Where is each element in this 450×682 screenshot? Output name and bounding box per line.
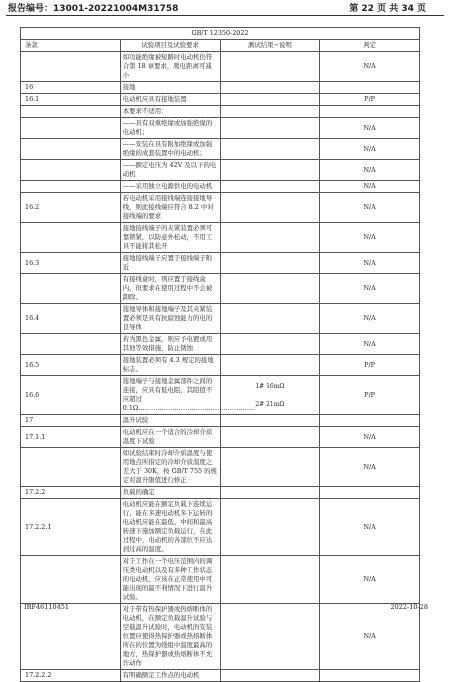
table-row bbox=[21, 334, 420, 355]
verdict-cell: P/P bbox=[320, 355, 420, 376]
table-row bbox=[21, 223, 420, 253]
footer-date: 2022-10-28 bbox=[390, 603, 428, 611]
table-row bbox=[21, 487, 420, 499]
verdict-cell: N/A bbox=[320, 139, 420, 160]
result-cell bbox=[220, 139, 320, 160]
result-cell bbox=[220, 499, 320, 556]
verdict-cell: N/A bbox=[320, 118, 420, 139]
clause-cell bbox=[21, 448, 121, 487]
clause-cell: 17.2.2.1 bbox=[21, 499, 121, 556]
table-row bbox=[21, 181, 420, 193]
table-row bbox=[21, 670, 420, 682]
verdict-cell: N/A bbox=[320, 448, 420, 487]
page-header bbox=[0, 0, 450, 14]
table-row bbox=[21, 139, 420, 160]
result-cell bbox=[220, 253, 320, 274]
result-cell bbox=[220, 223, 320, 253]
clause-cell bbox=[21, 118, 121, 139]
column-header-verdict: 判定 bbox=[320, 40, 420, 52]
result-cell bbox=[220, 193, 320, 223]
result-cell: 1# 16mΩ 2# 21mΩ bbox=[220, 376, 320, 415]
item-cell: ——具有双重绝缘或加强绝缘的电动机； bbox=[120, 118, 220, 139]
item-cell: 对于带有热保护器或热熔断体的电动机，在额定负载温升试验与空载温升试验时，电动机的安装位置应使得热保护器或热熔断体所在的位置为绕组中温度最高的地方，热保护器或热熔断体不允许动作 bbox=[120, 604, 220, 670]
result-cell bbox=[220, 604, 320, 670]
verdict-cell: N/A bbox=[320, 223, 420, 253]
verdict-cell: N/A bbox=[320, 427, 420, 448]
result-cell bbox=[220, 181, 320, 193]
clause-cell bbox=[21, 223, 121, 253]
clause-cell: 16.3 bbox=[21, 253, 121, 274]
item-cell: ——采用独立电源供电的电动机 bbox=[120, 181, 220, 193]
verdict-cell bbox=[320, 670, 420, 682]
clause-cell bbox=[21, 334, 121, 355]
table-row bbox=[21, 556, 420, 604]
column-header-result: 测试结果−说明 bbox=[220, 40, 320, 52]
clause-cell bbox=[21, 181, 121, 193]
page-number: 第 22 页 共 34 页 bbox=[349, 4, 426, 14]
result-cell bbox=[220, 82, 320, 94]
result-cell bbox=[220, 94, 320, 106]
result-cell bbox=[220, 487, 320, 499]
item-cell: 有接线盒时，则应置于接线盒内，但要求在使用过程中不会被卸除。 bbox=[120, 274, 220, 304]
clause-cell bbox=[21, 52, 121, 82]
item-cell: 接地装置必须有 4.3 规定的接地标志。 bbox=[120, 355, 220, 376]
clause-cell bbox=[21, 556, 121, 604]
standard-title: GB/T 12350-2022 bbox=[21, 28, 420, 40]
clause-cell: 17.1.1 bbox=[21, 427, 121, 448]
table-row bbox=[21, 193, 420, 223]
table-row bbox=[21, 376, 420, 415]
item-cell: 本要求不适用： bbox=[120, 106, 220, 118]
verdict-cell: N/A bbox=[320, 274, 420, 304]
clause-cell bbox=[21, 604, 121, 670]
clause-cell: 16.2 bbox=[21, 193, 121, 223]
verdict-cell: N/A bbox=[320, 556, 420, 604]
table-row bbox=[21, 427, 420, 448]
item-cell: ——安装在具有附加绝缘或加强绝缘的成套装置中的电动机； bbox=[120, 139, 220, 160]
clause-cell bbox=[21, 106, 121, 118]
table-row bbox=[21, 499, 420, 556]
table-row bbox=[21, 355, 420, 376]
item-cell: ——额定电压为 42V 及以下的电动机 bbox=[120, 160, 220, 181]
item-cell: 接地接线端子的夹紧装置必须可靠锁紧，以防意外松动，不用工具不能将其松开 bbox=[120, 223, 220, 253]
result-cell bbox=[220, 52, 320, 82]
result-cell bbox=[220, 415, 320, 427]
verdict-cell: N/A bbox=[320, 181, 420, 193]
result-cell bbox=[220, 160, 320, 181]
clause-cell: 17.2.2 bbox=[21, 487, 121, 499]
table-row bbox=[21, 253, 420, 274]
table-row bbox=[21, 106, 420, 118]
result-cell bbox=[220, 274, 320, 304]
table-row bbox=[21, 118, 420, 139]
clause-cell: 16.1 bbox=[21, 94, 121, 106]
item-cell: 若为黑色金属，则应予电镀或用其他等效措施，防止锈蚀 bbox=[120, 334, 220, 355]
item-cell: 电动机应能在额定负载下连续运行，能在多速电动机多下运转的电动机应能在最低、中间和最高转速下施加额定负载运行，在此过程中，电动机的各部位不应达到过高的温度。 bbox=[120, 499, 220, 556]
header-divider bbox=[6, 15, 444, 16]
item-cell: 负载的确定 bbox=[120, 487, 220, 499]
table-row bbox=[21, 304, 420, 334]
table-row bbox=[21, 604, 420, 670]
verdict-cell: N/A bbox=[320, 604, 420, 670]
test-report-table bbox=[20, 27, 420, 682]
verdict-cell bbox=[320, 487, 420, 499]
clause-cell bbox=[21, 274, 121, 304]
clause-cell: 16.4 bbox=[21, 304, 121, 334]
item-cell: 接地端子与接地金属部件之间的连接，应具有低电阻，其阻值不应超过 0.1Ω………………………………………………： bbox=[120, 376, 220, 415]
verdict-cell bbox=[320, 415, 420, 427]
result-cell bbox=[220, 106, 320, 118]
verdict-cell: N/A bbox=[320, 253, 420, 274]
column-header-clause: 条款 bbox=[21, 40, 121, 52]
item-cell: 温升试验 bbox=[120, 415, 220, 427]
clause-cell: 16.5 bbox=[21, 355, 121, 376]
table-row bbox=[21, 52, 420, 82]
footer-code: IRF46110451 bbox=[24, 603, 70, 611]
table-row bbox=[21, 82, 420, 94]
verdict-cell: N/A bbox=[320, 304, 420, 334]
verdict-cell bbox=[320, 82, 420, 94]
verdict-cell: N/A bbox=[320, 160, 420, 181]
result-cell bbox=[220, 427, 320, 448]
clause-cell: 16 bbox=[21, 82, 121, 94]
verdict-cell: N/A bbox=[320, 193, 420, 223]
column-header-item: 试验项目及试验要求 bbox=[120, 40, 220, 52]
table-row bbox=[21, 94, 420, 106]
verdict-cell: P/P bbox=[320, 376, 420, 415]
table-row bbox=[21, 274, 420, 304]
clause-cell bbox=[21, 139, 121, 160]
result-cell bbox=[220, 334, 320, 355]
item-cell: 如试验结束时冷却介质温度与使用地点所指定的冷却介质温度之差大于 30K，按 GB/T 755 的规定对温升限值进行修正 bbox=[120, 448, 220, 487]
result-cell bbox=[220, 670, 320, 682]
clause-cell: 16.6 bbox=[21, 376, 121, 415]
report-number: 报告编号：13001-20221004M31758 bbox=[8, 4, 179, 14]
item-cell: 如功能绝缘被短路时电动机仍符合第 18 章要求，爬电距离可减小 bbox=[120, 52, 220, 82]
verdict-cell: N/A bbox=[320, 334, 420, 355]
item-cell: 接地 bbox=[120, 82, 220, 94]
verdict-cell: N/A bbox=[320, 499, 420, 556]
table-row bbox=[21, 160, 420, 181]
result-cell bbox=[220, 448, 320, 487]
item-cell: 有明确额定工作点的电动机 bbox=[120, 670, 220, 682]
table-row bbox=[21, 415, 420, 427]
item-cell: 对于工作在一个电压范围内的调压类电动机以及有多种工作状态的电动机，应该在正常使用中可能出现的最不利情况下进行温升试验。 bbox=[120, 556, 220, 604]
table-row bbox=[21, 448, 420, 487]
verdict-cell: P/P bbox=[320, 94, 420, 106]
clause-cell bbox=[21, 160, 121, 181]
clause-cell: 17 bbox=[21, 415, 121, 427]
item-cell: 接地接线端子应置于接线端子附近 bbox=[120, 253, 220, 274]
item-cell: 接地导体和接地端子及其夹紧装置必须是具有抗腐蚀能力的电的良导体 bbox=[120, 304, 220, 334]
result-cell bbox=[220, 556, 320, 604]
result-cell bbox=[220, 355, 320, 376]
result-cell bbox=[220, 304, 320, 334]
clause-cell: 17.2.2.2 bbox=[21, 670, 121, 682]
verdict-cell bbox=[320, 106, 420, 118]
table-body bbox=[21, 52, 420, 682]
result-cell bbox=[220, 118, 320, 139]
item-cell: 电动机应在一个适合的冷却介质温度下试验 bbox=[120, 427, 220, 448]
item-cell: 电动机应具有接地装置 bbox=[120, 94, 220, 106]
item-cell: 若电动机采用接线端连接接地导线，则此接线端应符合 8.2 中对接线端的要求 bbox=[120, 193, 220, 223]
verdict-cell: N/A bbox=[320, 52, 420, 82]
